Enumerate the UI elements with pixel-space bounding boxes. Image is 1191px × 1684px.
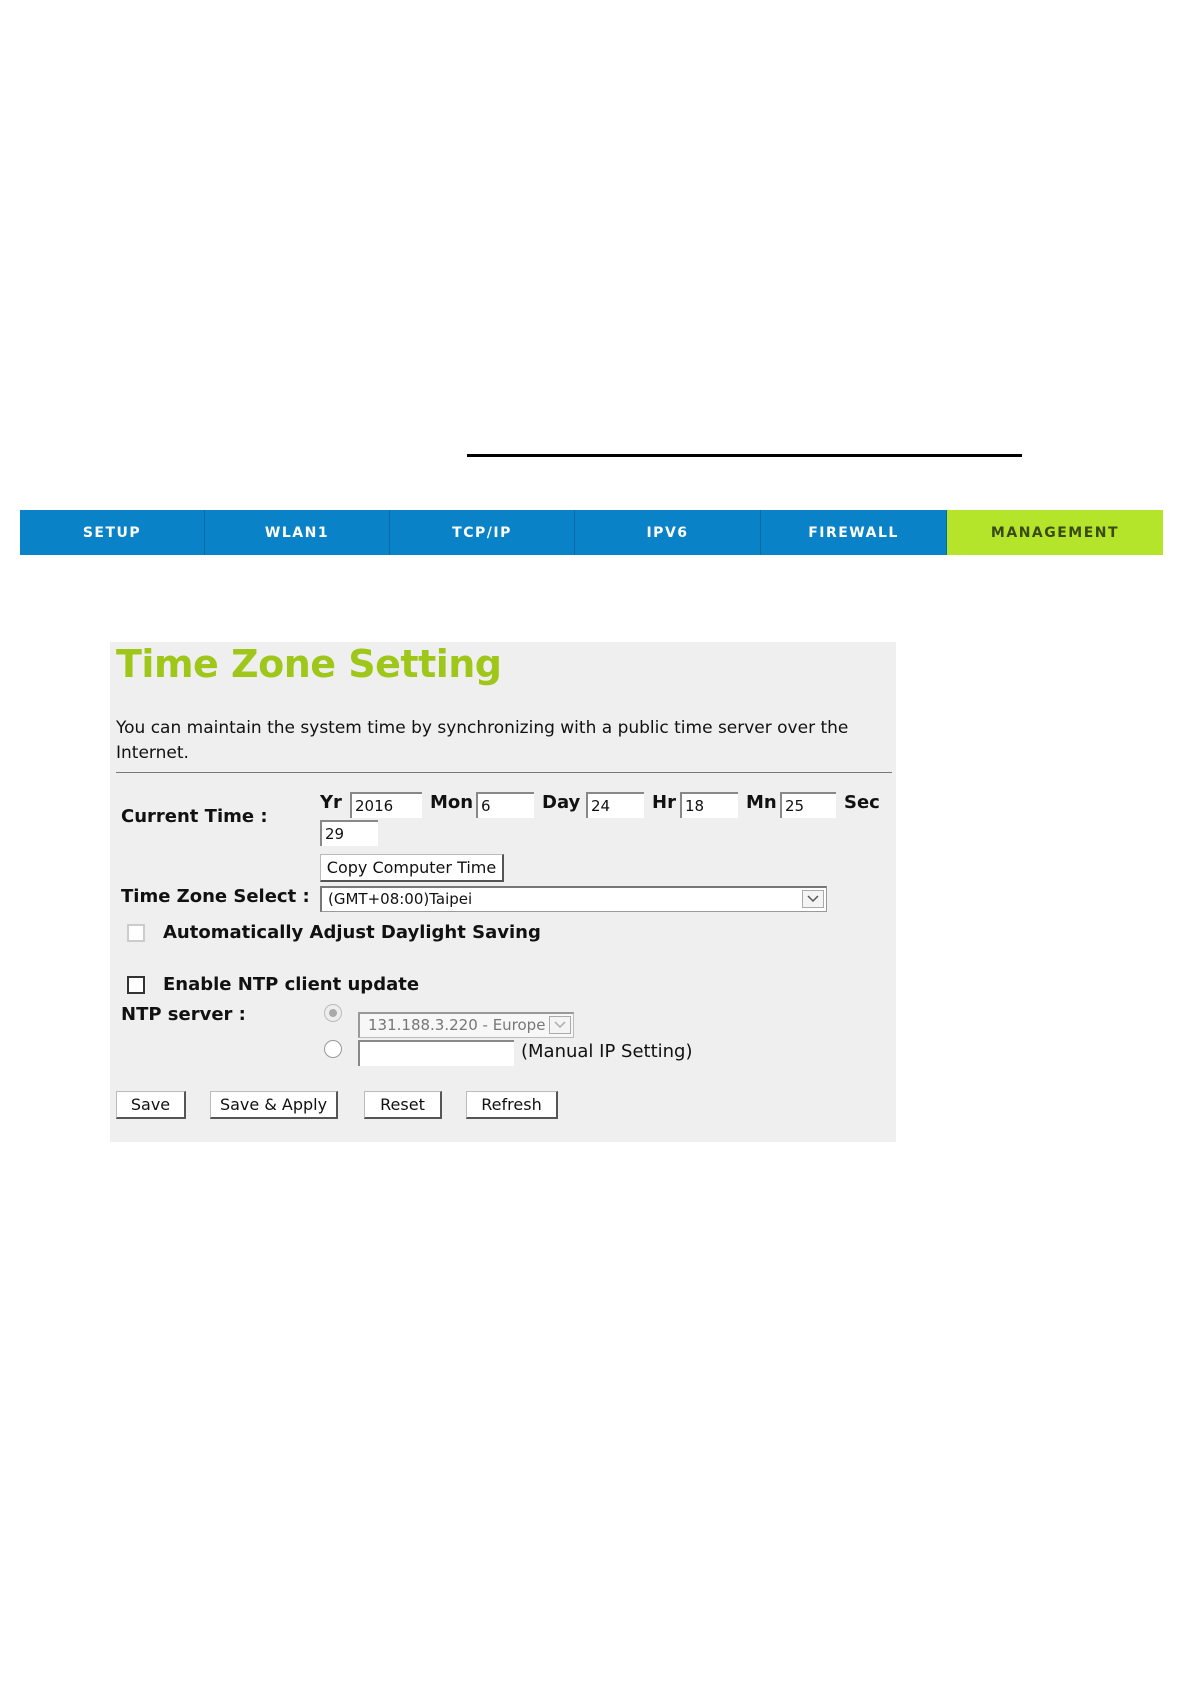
tab-tcpip[interactable]: TCP/IP (390, 510, 575, 555)
month-input[interactable] (476, 792, 534, 818)
copy-computer-time-button[interactable]: Copy Computer Time (320, 854, 504, 882)
minute-input[interactable] (780, 792, 836, 818)
tab-wlan1[interactable]: WLAN1 (205, 510, 390, 555)
day-input[interactable] (586, 792, 644, 818)
current-time-label: Current Time : (121, 806, 268, 827)
yr-label: Yr (320, 792, 342, 813)
daylight-saving-label: Automatically Adjust Daylight Saving (163, 922, 541, 943)
ntp-server-label: NTP server : (121, 1004, 246, 1025)
daylight-saving-checkbox[interactable] (127, 924, 145, 942)
save-button[interactable]: Save (116, 1091, 186, 1119)
time-zone-label: Time Zone Select : (121, 886, 310, 907)
page-title: Time Zone Setting (116, 642, 502, 686)
ntp-server-value: 131.188.3.220 - Europe (368, 1016, 546, 1034)
main-nav (20, 510, 1163, 555)
sec-label: Sec (844, 792, 880, 813)
chevron-down-icon[interactable] (549, 1016, 571, 1034)
hr-label: Hr (652, 792, 676, 813)
time-zone-select[interactable] (320, 886, 827, 912)
mn-label: Mn (746, 792, 777, 813)
tab-firewall[interactable]: FIREWALL (761, 510, 947, 555)
enable-ntp-label: Enable NTP client update (163, 974, 420, 995)
radio-dot-icon (329, 1009, 337, 1017)
manual-ip-setting-label: (Manual IP Setting) (521, 1041, 693, 1062)
time-zone-value: (GMT+08:00)Taipei (328, 890, 473, 908)
hour-input[interactable] (680, 792, 738, 818)
mon-label: Mon (430, 792, 474, 813)
tab-management[interactable]: MANAGEMENT (947, 510, 1163, 555)
save-apply-button[interactable]: Save & Apply (210, 1091, 338, 1119)
header-divider (467, 454, 1022, 457)
second-input[interactable] (320, 820, 378, 846)
ntp-manual-ip-input[interactable] (358, 1040, 514, 1066)
time-zone-panel (110, 642, 896, 1142)
ntp-preset-radio[interactable] (324, 1004, 342, 1022)
tab-ipv6[interactable]: IPV6 (575, 510, 761, 555)
day-label: Day (542, 792, 581, 813)
reset-button[interactable]: Reset (364, 1091, 442, 1119)
year-input[interactable] (350, 792, 422, 818)
chevron-down-icon[interactable] (802, 890, 824, 908)
enable-ntp-checkbox[interactable] (127, 976, 145, 994)
ntp-server-select[interactable] (358, 1012, 574, 1038)
ntp-manual-radio[interactable] (324, 1040, 342, 1058)
refresh-button[interactable]: Refresh (466, 1091, 558, 1119)
page-description: You can maintain the system time by synchronizing with a public time server over the Internet. (116, 718, 849, 763)
tab-setup[interactable]: SETUP (20, 510, 205, 555)
section-divider (116, 772, 892, 773)
